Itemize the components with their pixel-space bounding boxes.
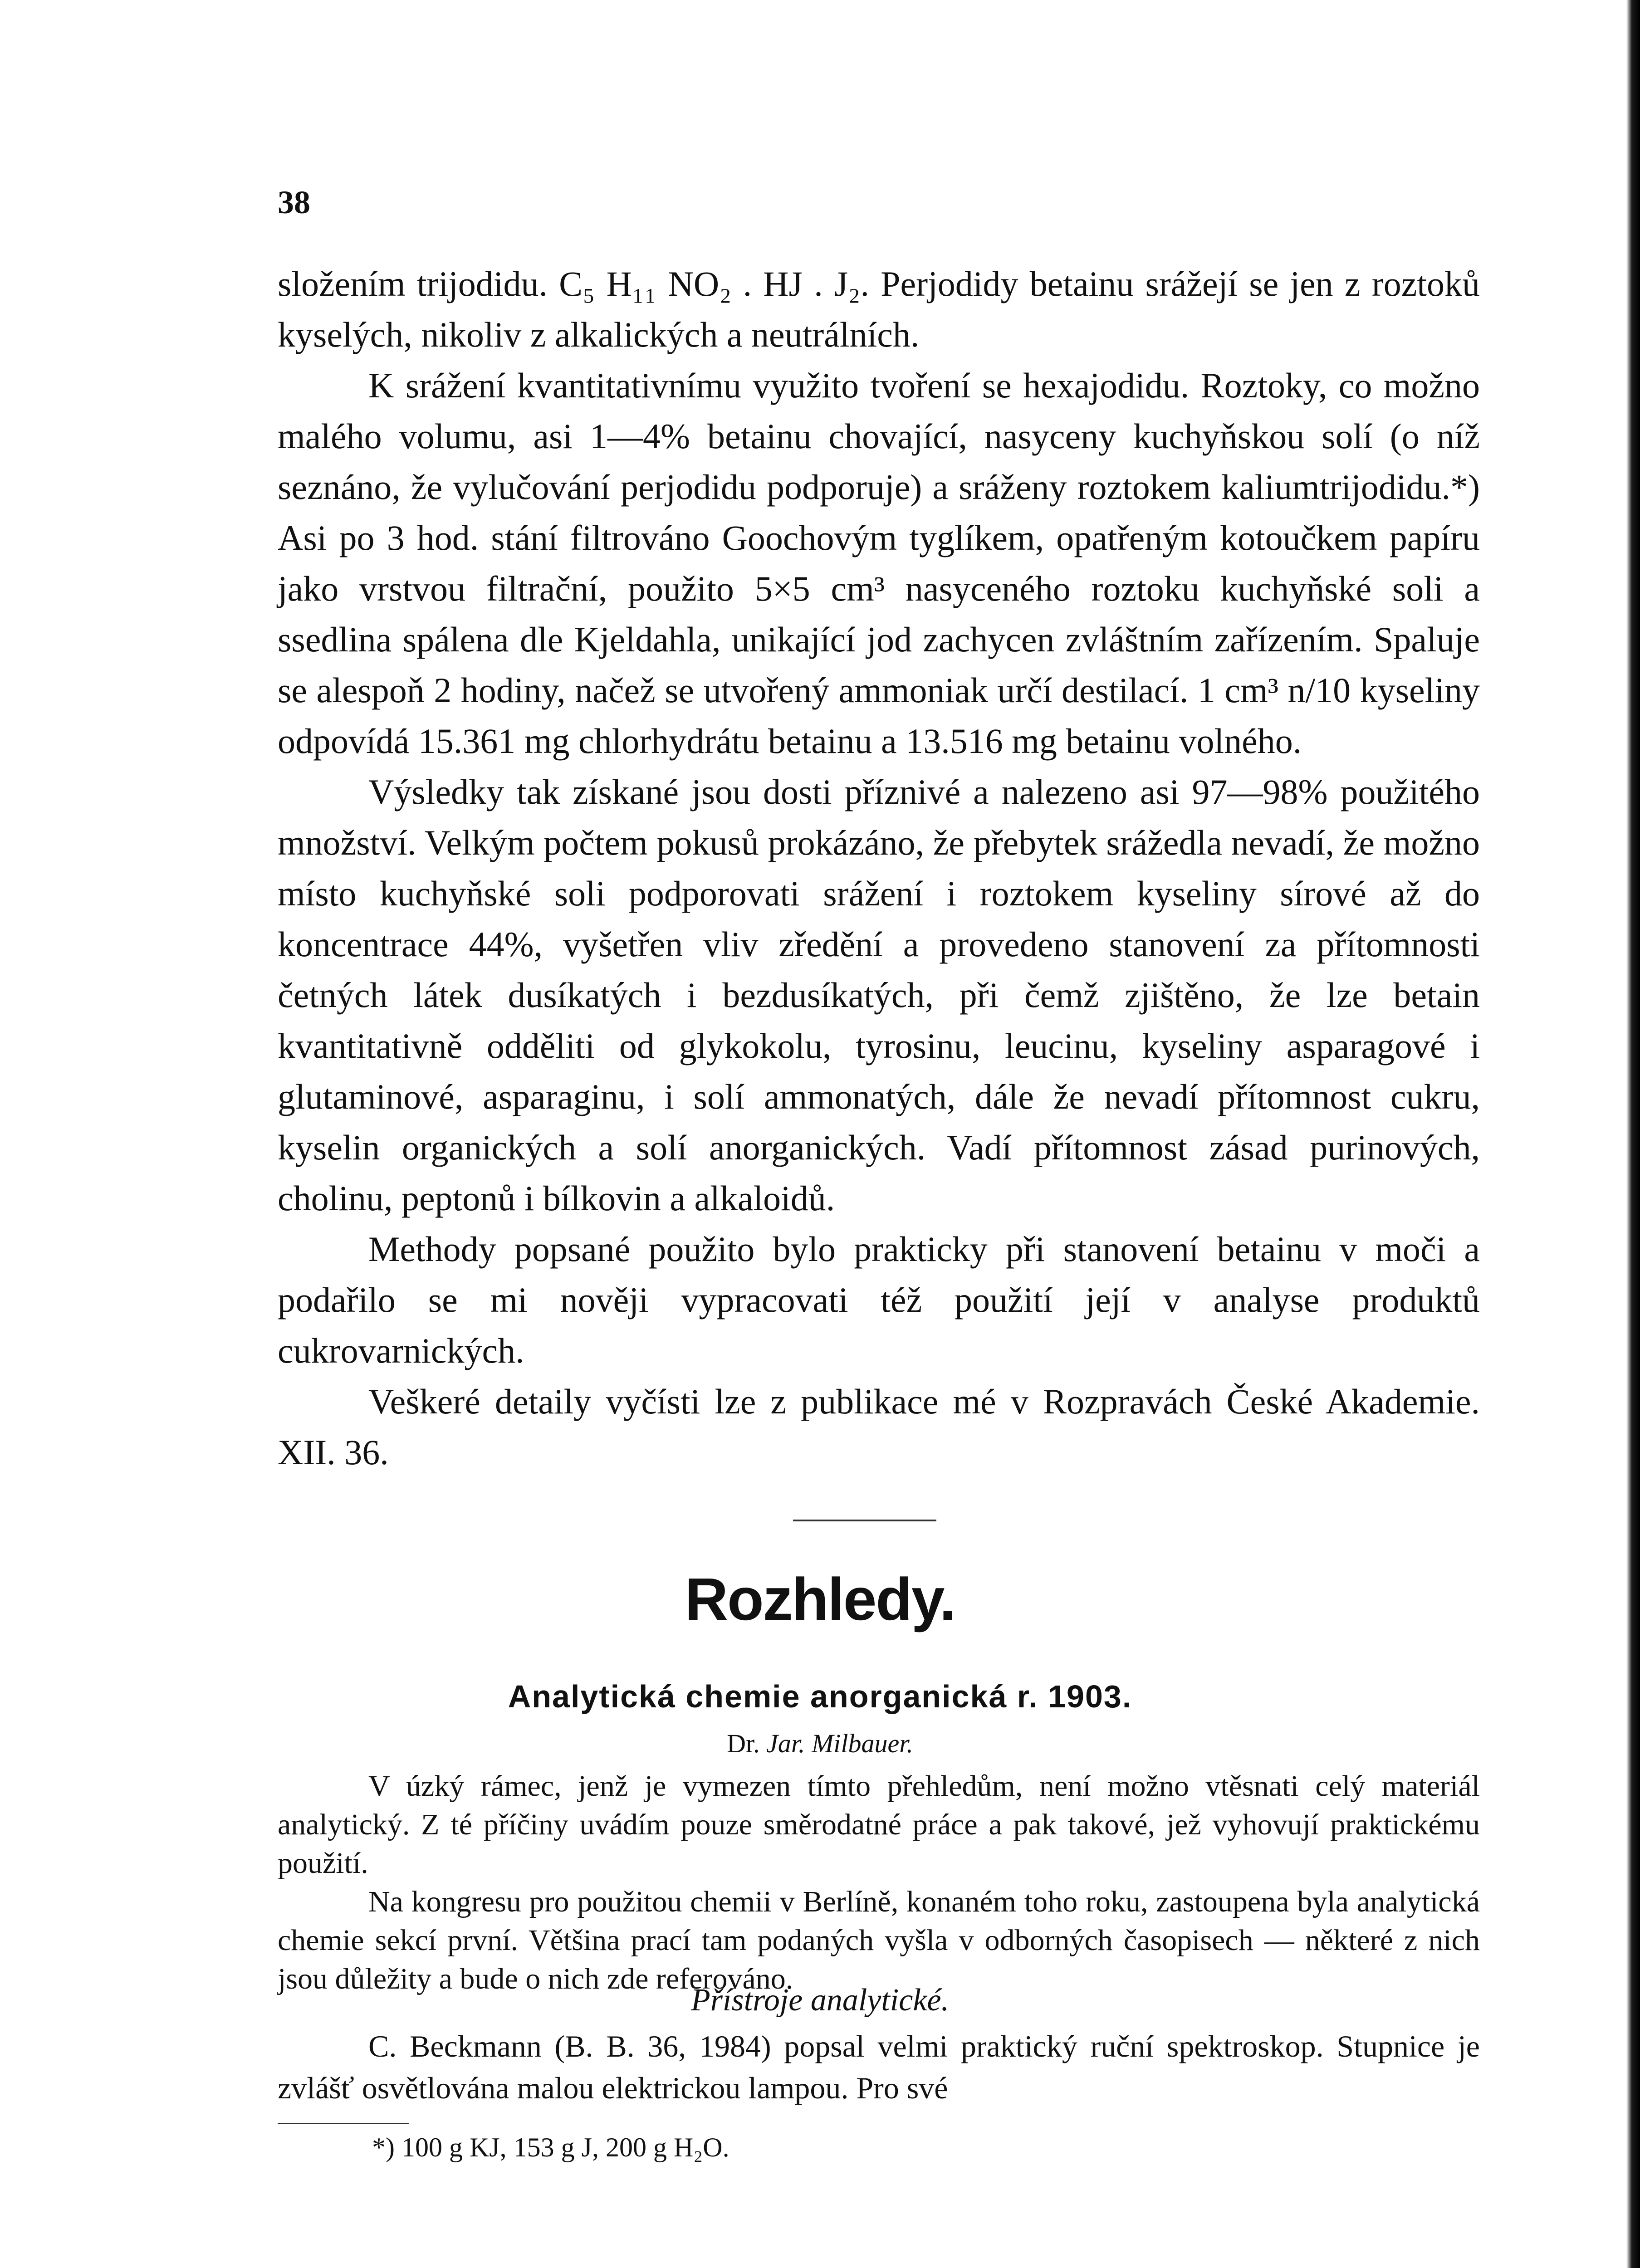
footnote-rule — [278, 2123, 409, 2124]
byline-prefix: Dr. — [727, 1729, 760, 1758]
article-paragraph-1: V úzký rámec, jenž je vymezen tímto přehledům, není možno vtěsnati celý materiál analytický. Z té příčiny uvádím pouze směrodatné práce a pak takové, jež vyhovují praktickému použití. — [278, 1769, 1480, 1880]
subsection-heading: Přístroje analytické. — [691, 1983, 949, 2018]
paragraph-4: Methody popsané použito bylo prakticky při stanovení betainu v moči a podařilo se mi nověji vypracovati též použití její v analyse produktů cukrovarnických. — [278, 1229, 1480, 1370]
footnote: *) 100 g KJ, 153 g J, 200 g H₂O. — [372, 2132, 729, 2162]
paragraph-3: Výsledky tak získané jsou dosti příznivé a nalezeno asi 97—98% použitého množství. Velkým počtem pokusů prokázáno, že přebytek srážedla nevadí, že možno místo kuchyňské soli podporovati srážení i roztokem kyseliny sírové až do koncentrace 44%, vyšetřen vliv zředění a provedeno stanovení za přítomnosti četných látek dusíkatých i bezdusíkatých, při čemž zjištěno, že lze betain kvantitativně odděliti od glykokolu, tyrosinu, leucinu, kyseliny asparagové i glutaminové, asparaginu, i solí ammonatých, dále že nevadí přítomnost cukru, kyselin organických a solí anorganických. Vadí přítomnost zásad purinových, cholinu, peptonů i bílkovin a alkaloidů. — [278, 772, 1480, 1218]
article-title: Analytická chemie anorganická r. 1903. — [508, 1679, 1132, 1714]
page-number: 38 — [278, 184, 310, 220]
byline — [0, 1728, 1640, 1759]
article-body — [278, 1767, 1480, 1998]
page-edge-shadow — [1626, 0, 1640, 2268]
byline-author: Jar. Milbauer. — [766, 1729, 913, 1758]
section-title: Rozhledy. — [685, 1566, 955, 1633]
article-paragraph-2: Na kongresu pro použitou chemii v Berlíně, konaném toho roku, zastoupena byla analytická chemie sekcí první. Většina prací tam podaných vyšla v odborných časopisech — některé z nich jsou důležity a bude o nich zde referováno. — [278, 1885, 1480, 1995]
article-paragraph-3: C. Beckmann (B. B. 36, 1984) popsal velmi praktický ruční spektroskop. Stupnice je zvlášť osvětlována malou elektrickou lampou. Pro své — [278, 2029, 1480, 2105]
section-divider — [793, 1520, 936, 1521]
main-body — [278, 259, 1480, 1478]
article-body-continued — [278, 2025, 1480, 2109]
paragraph-5: Veškeré detaily vyčísti lze z publikace mé v Rozpravách České Akademie. XII. 36. — [278, 1382, 1480, 1472]
paragraph-2: K srážení kvantitativnímu využito tvoření se hexajodidu. Roztoky, co možno malého volumu, asi 1—4% betainu chovající, nasyceny kuchyňskou solí (o níž seznáno, že vylučování perjodidu podporuje) a sráženy roztokem kaliumtrijodidu.*) Asi po 3 hod. stání filtrováno Goochovým tyglíkem, opatřeným kotoučkem papíru jako vrstvou filtrační, použito 5×5 cm³ nasyceného roztoku kuchyňské soli a ssedlina spálena dle Kjeldahla, unikající jod zachycen zvláštním zařízením. Spaluje se alespoň 2 hodiny, načež se utvořený ammoniak určí destilací. 1 cm³ n/10 kyseliny odpovídá 15.361 mg chlorhydrátu betainu a 13.516 mg betainu volného. — [278, 366, 1480, 761]
paragraph-1: složením trijodidu. C₅ H₁₁ NO₂ . HJ . J₂. Perjodidy betainu srážejí se jen z roztoků kyselých, nikoliv z alkalických a neutrálních. — [278, 264, 1480, 354]
